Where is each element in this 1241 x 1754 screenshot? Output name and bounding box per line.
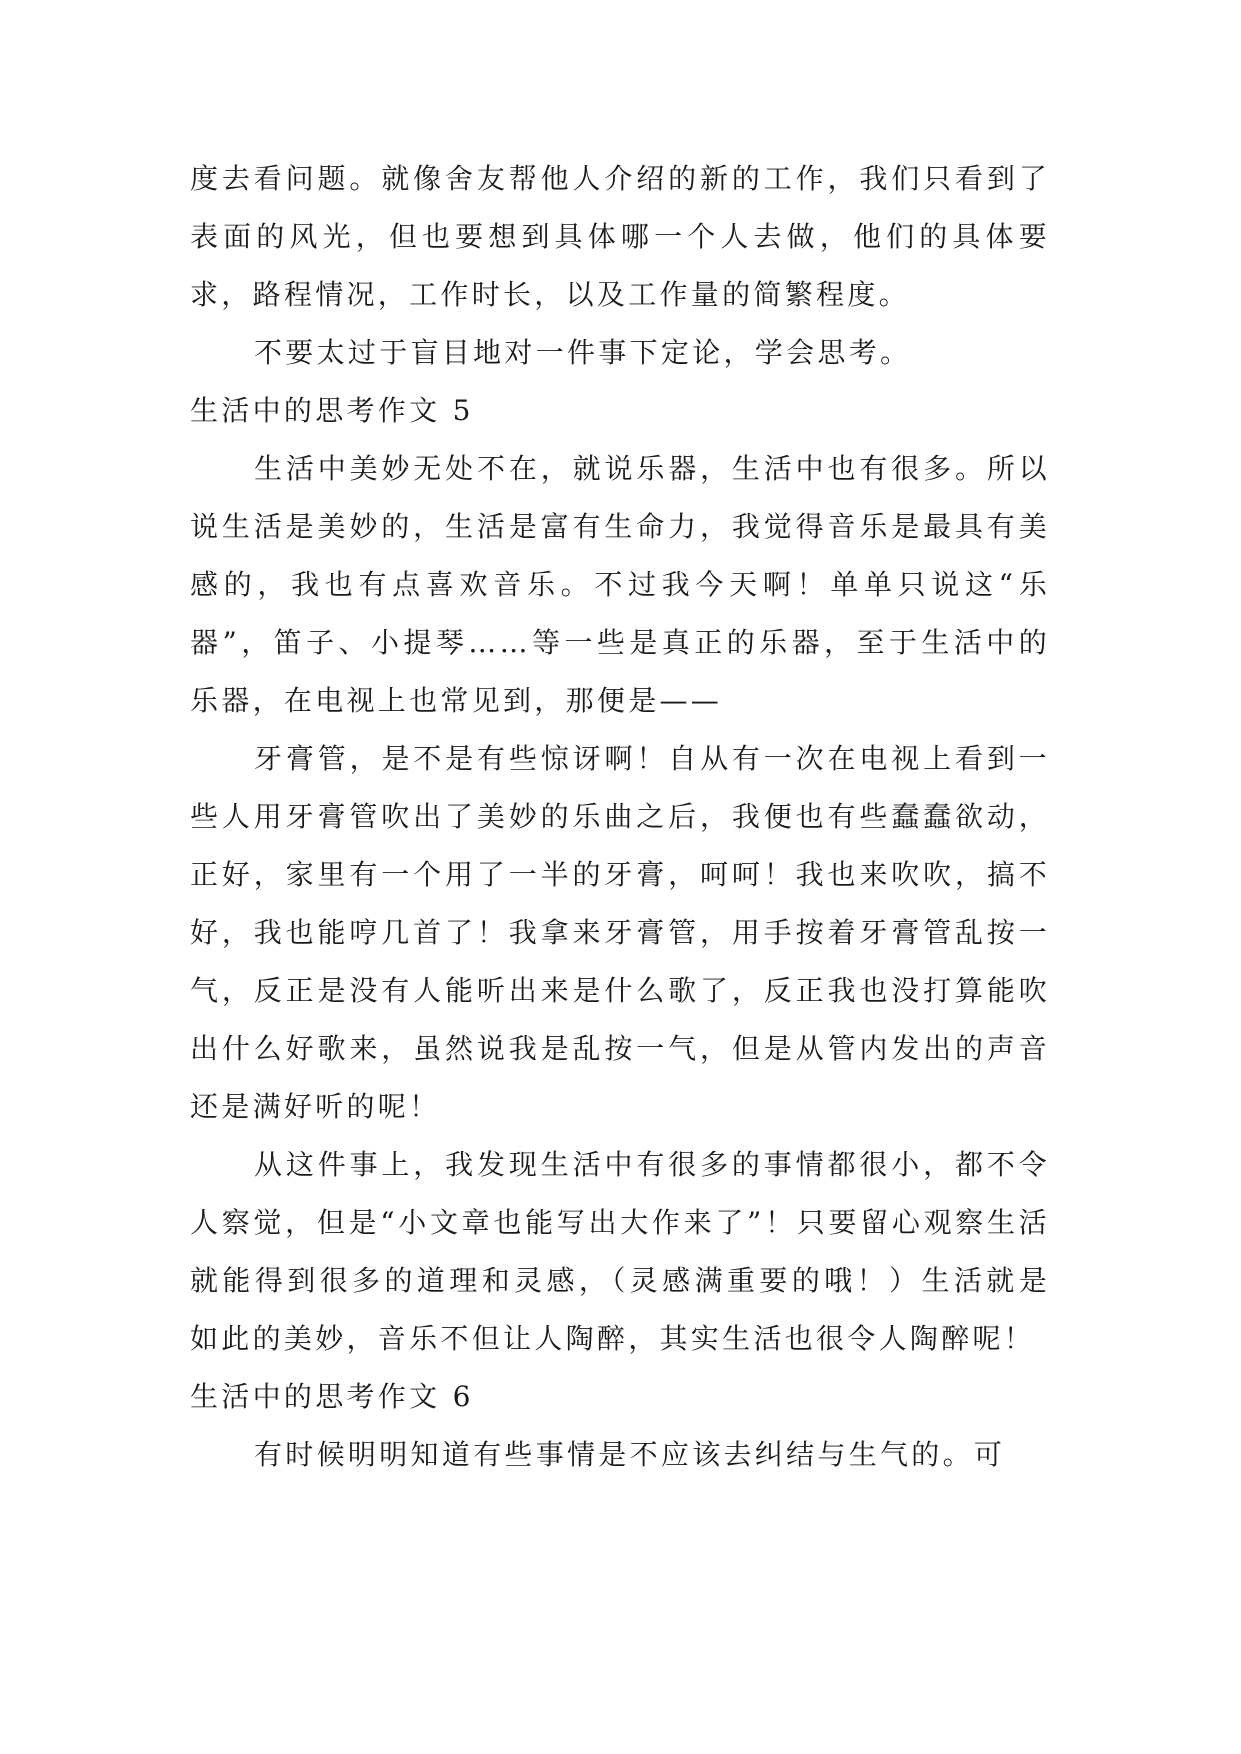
section-heading-6: 生活中的思考作文 6 [190, 1380, 474, 1413]
paragraph-conclusion: 不要太过于盲目地对一件事下定论，学会思考。 [254, 336, 912, 369]
paragraph-reflection: 从这件事上，我发现生活中有很多的事情都很小，都不令人察觉，但是“小文章也能写出大作来了”！只要留心观察生活就能得到很多的道理和灵感，（灵感满重要的哦！）生活就是如此的美妙，音乐不但让人陶醉，其实生活也很令人陶醉呢！ [190, 1148, 1050, 1355]
paragraph-continued: 度去看问题。就像舍友帮他人介绍的新的工作，我们只看到了表面的风光，但也要想到具体哪一个人去做，他们的具体要求，路程情况，工作时长，以及工作量的简繁程度。 [190, 162, 1050, 311]
paragraph-intro: 生活中美妙无处不在，就说乐器，生活中也有很多。所以说生活是美妙的，生活是富有生命力，我觉得音乐是最具有美感的，我也有点喜欢音乐。不过我今天啊！单单只说这“乐器”，笛子、小提琴……等一些是真正的乐器，至于生活中的乐器，在电视上也常见到，那便是—— [190, 452, 1050, 717]
paragraph-toothpaste: 牙膏管，是不是有些惊讶啊！自从有一次在电视上看到一些人用牙膏管吹出了美妙的乐曲之后，我便也有些蠢蠢欲动，正好，家里有一个用了一半的牙膏，呵呵！我也来吹吹，搞不好，我也能哼几首了！我拿来牙膏管，用手按着牙膏管乱按一气，反正是没有人能听出来是什么歌了，反正我也没打算能吹出什么好歌来，虽然说我是乱按一气，但是从管内发出的声音还是满好听的呢！ [190, 742, 1050, 1123]
document-body [190, 150, 1050, 1484]
section-heading-5: 生活中的思考作文 5 [190, 394, 474, 427]
paragraph-section6-start: 有时候明明知道有些事情是不应该去纠结与生气的。可 [254, 1438, 1006, 1471]
